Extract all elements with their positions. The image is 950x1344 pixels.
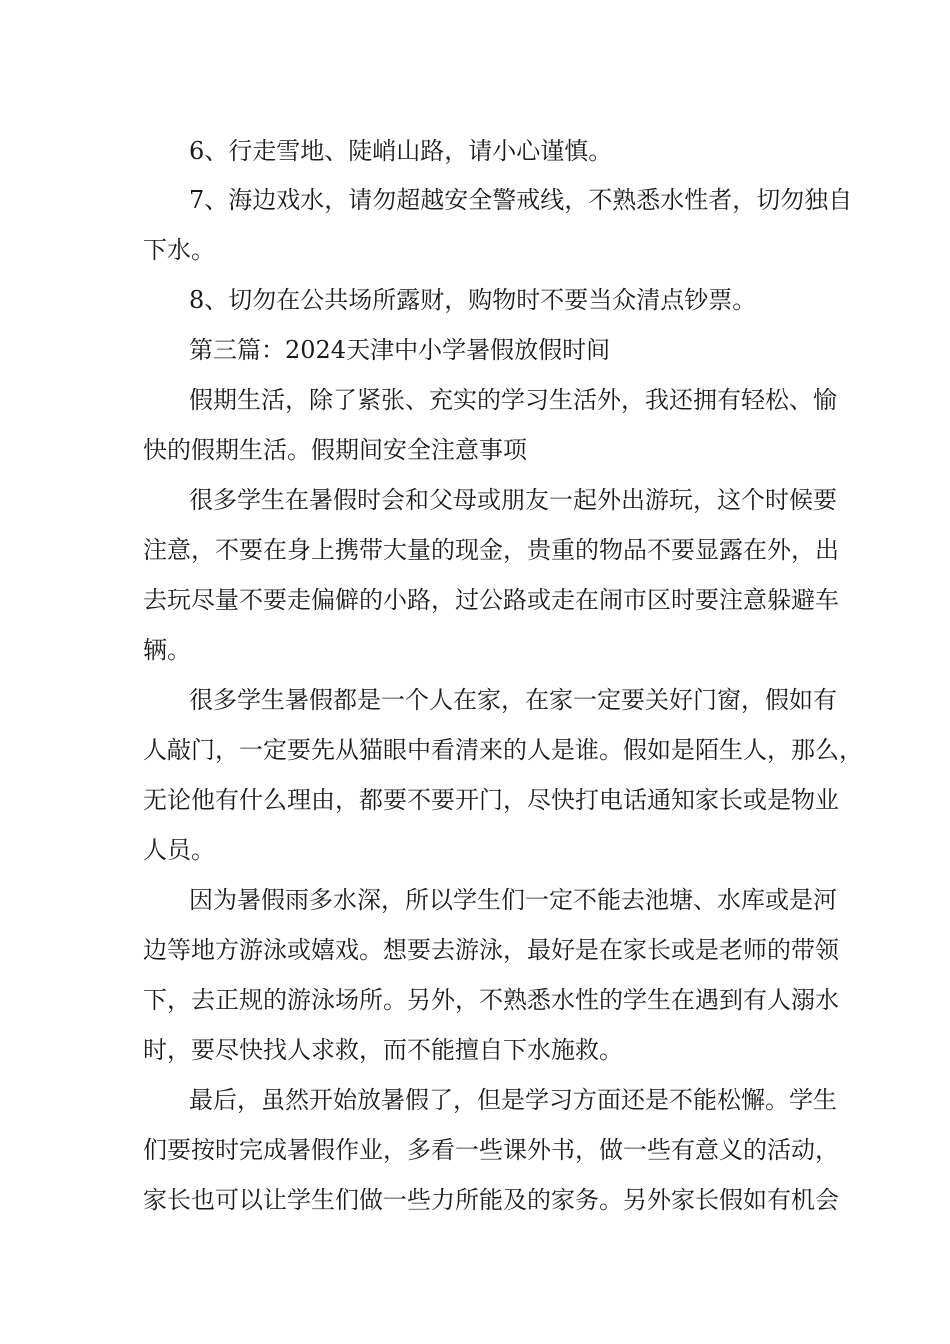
text-line: 家长也可以让学生们做一些力所能及的家务。另外家长假如有机会: [143, 1186, 839, 1214]
text-line: 时，要尽快找人求救，而不能擅自下水施救。: [143, 1036, 623, 1064]
text-line: 8、切勿在公共场所露财，购物时不要当众清点钞票。: [189, 286, 757, 314]
text-line: 下水。: [143, 236, 215, 264]
text-line: 因为暑假雨多水深，所以学生们一定不能去池塘、水库或是河: [189, 886, 837, 914]
text-line: 们要按时完成暑假作业，多看一些课外书，做一些有意义的活动，: [143, 1136, 839, 1164]
text-line: 6、行走雪地、陡峭山路，请小心谨慎。: [189, 137, 613, 165]
text-line: 边等地方游泳或嬉戏。想要去游泳，最好是在家长或是老师的带领: [143, 936, 839, 964]
text-line: 很多学生暑假都是一个人在家，在家一定要关好门窗，假如有: [189, 686, 837, 714]
text-line: 人敲门，一定要先从猫眼中看清来的人是谁。假如是陌生人，那么，: [143, 736, 863, 764]
text-line: 很多学生在暑假时会和父母或朋友一起外出游玩，这个时候要: [189, 486, 837, 514]
text-line: 下，去正规的游泳场所。另外，不熟悉水性的学生在遇到有人溺水: [143, 986, 839, 1014]
section-heading: 第三篇：2024天津中小学暑假放假时间: [189, 336, 611, 364]
text-line: 无论他有什么理由，都要不要开门，尽快打电话通知家长或是物业: [143, 786, 839, 814]
text-line: 7、海边戏水，请勿超越安全警戒线，不熟悉水性者，切勿独自: [189, 186, 853, 214]
text-line: 快的假期生活。假期间安全注意事项: [143, 436, 527, 464]
text-line: 去玩尽量不要走偏僻的小路，过公路或走在闹市区时要注意躲避车: [143, 586, 839, 614]
text-line: 注意，不要在身上携带大量的现金，贵重的物品不要显露在外，出: [143, 536, 839, 564]
text-line: 人员。: [143, 836, 215, 864]
text-line: 辆。: [143, 636, 191, 664]
text-line: 假期生活，除了紧张、充实的学习生活外，我还拥有轻松、愉: [189, 386, 837, 414]
text-line: 最后，虽然开始放暑假了，但是学习方面还是不能松懈。学生: [189, 1086, 837, 1114]
